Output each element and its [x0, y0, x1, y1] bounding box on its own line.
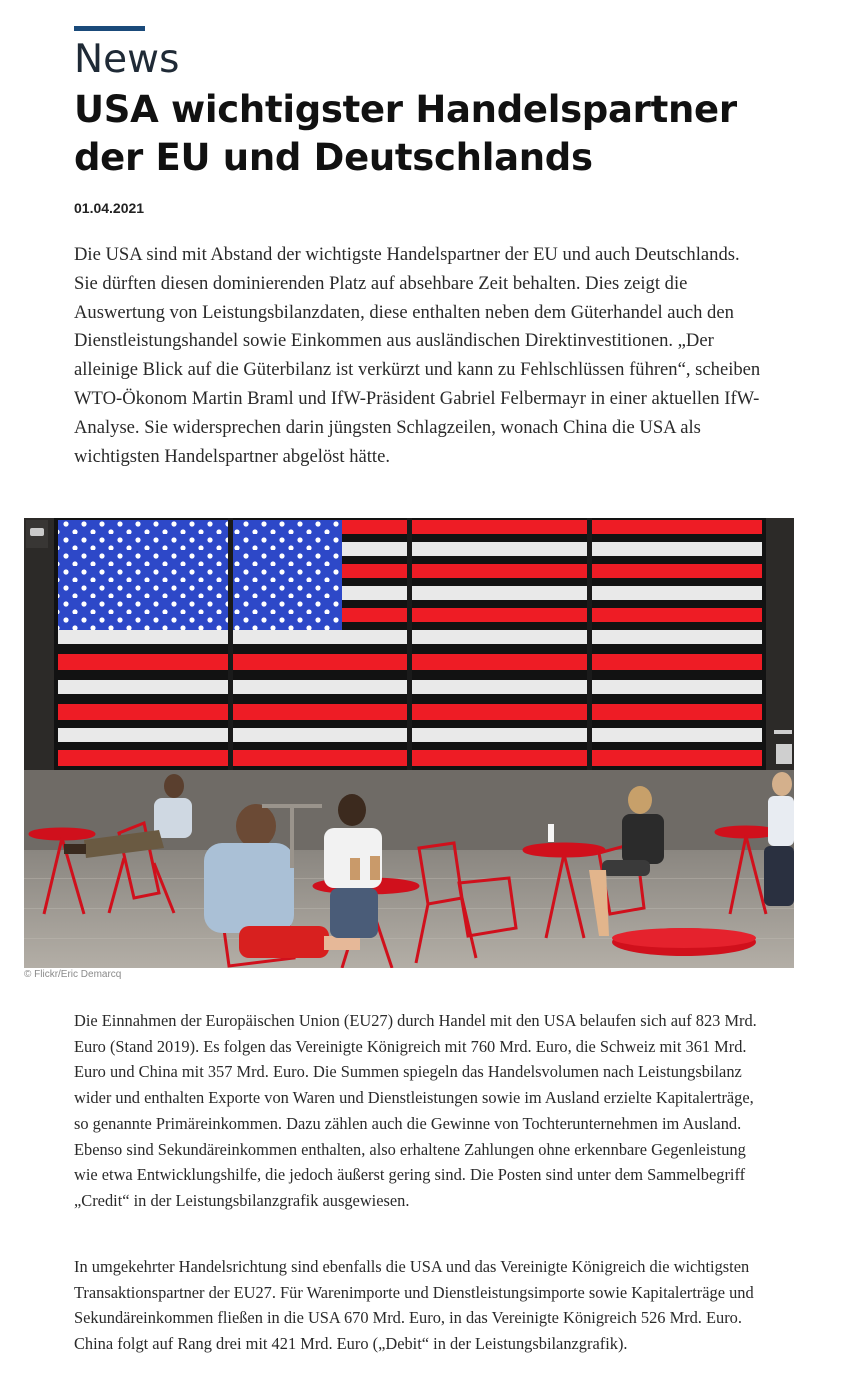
body-paragraph: Die Einnahmen der Europäischen Union (EU27) durch Handel mit den USA belaufen sich auf 823 Mrd. Euro (Stand 2019). Es folgen das Vereinigte Königreich mit 760 Mrd. Euro, die Schweiz mit 361 Mrd. Euro und China mit 357 Mrd. Euro. Die Summen spiegeln das Handelsvolumen nach Leistungsbilanz wider und enthalten Exporte von Waren und Dienstleistungen sowie im Ausland erzielte Kapitalerträge, so genannte Primäreinkommen. Dazu zählen auch die Gewinne von Tochterunternehmen im Ausland. Ebenso sind Sekundäreinkommen enthalten, also erhaltene Zahlungen ohne erkennbare Gegenleistung wie etwa Entwicklungshilfe, die jedoch äußerst gering sind. Die Posten sind unter dem Sammelbegriff „Credit“ in der Leistungsbilanzgrafik ausgewiesen.	[74, 1011, 757, 1210]
article-lead: Die USA sind mit Abstand der wichtigste Handelspartner der EU und auch Deutschlands. Sie dürften diesen dominierenden Platz auf absehbare Zeit behalten. Dies zeigt die Auswertung von Leistungsbilanzdaten, diese enthalten neben dem Güterhandel auch den Dienstleistungshandel sowie Einkommen aus ausländischen Direktinvestitionen. „Der alleinige Blick auf die Güterbilanz ist verkürzt und kann zu Fehlschlüssen führen“, scheiben WTO-Ökonom Martin Braml und IfW-Präsident Gabriel Felbermayr in einer aktuellen IfW-Analyse. Sie widersprechen darin jüngsten Schlagzeilen, wonach China die USA als wichtigsten Handelspartner abgelöst hätte.	[74, 244, 761, 467]
body-paragraph: In umgekehrter Handelsrichtung sind ebenfalls die USA und das Vereinigte Königreich die wichtigsten Transaktionspartner der EU27. Für Warenimporte und Dienstleistungsimporte sowie Kapitalerträge und Sekundäreinkommen fließen in die USA 670 Mrd. Euro, in das Vereinigte Königreich 526 Mrd. Euro. China folgt auf Rang drei mit 421 Mrd. Euro („Debit“ in der Leistungsbilanzgrafik).	[74, 1257, 754, 1354]
image-credit: © Flickr/Eric Demarcq	[24, 969, 122, 980]
article-title: USA wichtigster Handelspartner der EU und Deutschlands	[74, 88, 737, 179]
publication-date: 01.04.2021	[74, 200, 145, 216]
section-accent-bar	[74, 26, 145, 31]
section-label: News	[74, 37, 180, 82]
article-photo	[24, 518, 794, 968]
